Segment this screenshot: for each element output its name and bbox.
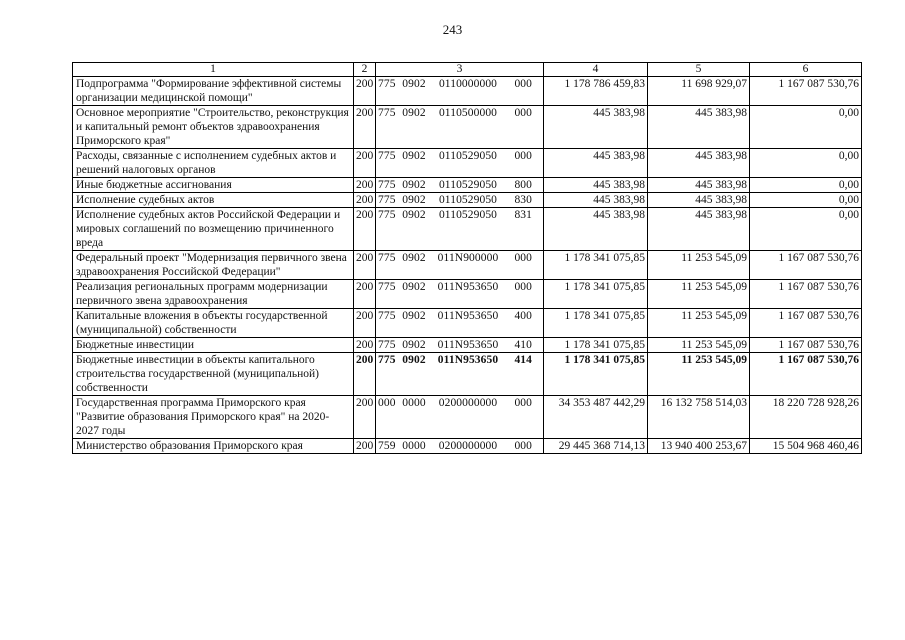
row-grbs-code: 200 (354, 280, 376, 309)
code-expense-type: 000 (514, 281, 532, 293)
row-amount-col5: 11 253 545,09 (648, 353, 750, 396)
row-amount-col4: 445 383,98 (544, 106, 648, 149)
code-ministry: 775 (378, 78, 396, 90)
row-grbs-code: 200 (354, 77, 376, 106)
code-ministry: 775 (378, 194, 396, 206)
row-grbs-code: 200 (354, 338, 376, 353)
row-grbs-code: 200 (354, 439, 376, 454)
code-section: 0000 (402, 397, 426, 409)
code-section: 0902 (402, 281, 426, 293)
row-amount-col4: 1 178 341 075,85 (544, 280, 648, 309)
row-amount-col4: 1 178 341 075,85 (544, 309, 648, 338)
table-row (73, 208, 862, 251)
code-target: 011N900000 (437, 252, 499, 264)
code-expense-type: 414 (514, 354, 532, 366)
table-body (73, 77, 862, 454)
code-target: 0110529050 (438, 179, 498, 191)
code-expense-type: 000 (514, 397, 532, 409)
code-ministry: 775 (378, 209, 396, 221)
table-row (73, 396, 862, 439)
row-grbs-code: 200 (354, 251, 376, 280)
row-classification-code (376, 309, 544, 338)
code-section: 0902 (402, 150, 426, 162)
code-target: 0110529050 (438, 150, 498, 162)
table-row (73, 77, 862, 106)
row-grbs-code: 200 (354, 106, 376, 149)
row-amount-col4: 1 178 786 459,83 (544, 77, 648, 106)
code-target: 0200000000 (438, 397, 498, 409)
row-name: Государственная программа Приморского края "Развитие образования Приморского края" на 2020-2027 годы (73, 396, 354, 439)
row-grbs-code: 200 (354, 193, 376, 208)
row-amount-col4: 29 445 368 714,13 (544, 439, 648, 454)
row-classification-code (376, 149, 544, 178)
code-expense-type: 830 (514, 194, 532, 206)
row-amount-col6: 18 220 728 928,26 (750, 396, 862, 439)
row-classification-code (376, 77, 544, 106)
code-ministry: 775 (378, 107, 396, 119)
code-expense-type: 000 (514, 440, 532, 452)
row-amount-col5: 445 383,98 (648, 178, 750, 193)
row-amount-col6: 1 167 087 530,76 (750, 251, 862, 280)
code-expense-type: 000 (514, 78, 532, 90)
code-expense-type: 800 (514, 179, 532, 191)
code-ministry: 775 (378, 281, 396, 293)
row-name: Подпрограмма "Формирование эффективной системы организации медицинской помощи" (73, 77, 354, 106)
row-amount-col5: 11 253 545,09 (648, 309, 750, 338)
row-amount-col4: 445 383,98 (544, 208, 648, 251)
code-expense-type: 831 (514, 209, 532, 221)
row-grbs-code: 200 (354, 149, 376, 178)
budget-table (72, 62, 862, 454)
header-cell-6: 6 (750, 63, 862, 77)
row-amount-col5: 445 383,98 (648, 208, 750, 251)
header-cell-5: 5 (648, 63, 750, 77)
code-section: 0902 (402, 339, 426, 351)
table-row (73, 193, 862, 208)
table-row (73, 309, 862, 338)
code-target: 0110529050 (438, 194, 498, 206)
header-cell-4: 4 (544, 63, 648, 77)
row-name: Реализация региональных программ модернизации первичного звена здравоохранения (73, 280, 354, 309)
header-row (73, 63, 862, 77)
row-amount-col5: 11 253 545,09 (648, 338, 750, 353)
code-target: 011N953650 (437, 281, 499, 293)
code-ministry: 775 (378, 354, 396, 366)
row-classification-code (376, 353, 544, 396)
row-amount-col5: 13 940 400 253,67 (648, 439, 750, 454)
row-amount-col5: 11 253 545,09 (648, 251, 750, 280)
row-amount-col4: 1 178 341 075,85 (544, 353, 648, 396)
code-expense-type: 410 (514, 339, 532, 351)
row-classification-code (376, 208, 544, 251)
row-amount-col5: 445 383,98 (648, 149, 750, 178)
table-row (73, 439, 862, 454)
row-amount-col6: 15 504 968 460,46 (750, 439, 862, 454)
table-row (73, 178, 862, 193)
row-grbs-code: 200 (354, 178, 376, 193)
code-target: 0110500000 (438, 107, 498, 119)
row-name: Бюджетные инвестиции (73, 338, 354, 353)
row-amount-col5: 445 383,98 (648, 193, 750, 208)
row-name: Бюджетные инвестиции в объекты капитального строительства государственной (муниципальной) собственности (73, 353, 354, 396)
code-target: 011N953650 (437, 339, 499, 351)
row-amount-col4: 445 383,98 (544, 149, 648, 178)
code-ministry: 775 (378, 339, 396, 351)
row-name: Исполнение судебных актов Российской Федерации и мировых соглашений по возмещению причиненного вреда (73, 208, 354, 251)
code-ministry: 759 (378, 440, 396, 452)
header-cell-3: 3 (376, 63, 544, 77)
code-target: 0110000000 (438, 78, 498, 90)
row-classification-code (376, 178, 544, 193)
row-amount-col6: 1 167 087 530,76 (750, 353, 862, 396)
code-ministry: 775 (378, 150, 396, 162)
row-amount-col6: 0,00 (750, 178, 862, 193)
row-amount-col4: 445 383,98 (544, 178, 648, 193)
row-amount-col6: 1 167 087 530,76 (750, 309, 862, 338)
row-classification-code (376, 338, 544, 353)
row-amount-col4: 34 353 487 442,29 (544, 396, 648, 439)
code-section: 0902 (402, 252, 426, 264)
header-cell-2: 2 (354, 63, 376, 77)
code-section: 0902 (402, 310, 426, 322)
row-classification-code (376, 251, 544, 280)
row-amount-col5: 16 132 758 514,03 (648, 396, 750, 439)
row-classification-code (376, 396, 544, 439)
table-row (73, 353, 862, 396)
row-grbs-code: 200 (354, 353, 376, 396)
code-target: 011N953650 (437, 354, 499, 366)
row-name: Министерство образования Приморского края (73, 439, 354, 454)
row-amount-col6: 0,00 (750, 106, 862, 149)
row-amount-col6: 1 167 087 530,76 (750, 338, 862, 353)
row-name: Иные бюджетные ассигнования (73, 178, 354, 193)
code-section: 0902 (402, 78, 426, 90)
row-name: Расходы, связанные с исполнением судебных актов и решений налоговых органов (73, 149, 354, 178)
code-section: 0902 (402, 354, 426, 366)
row-amount-col5: 11 698 929,07 (648, 77, 750, 106)
row-classification-code (376, 280, 544, 309)
code-target: 0110529050 (438, 209, 498, 221)
page-number: 243 (442, 22, 463, 37)
row-amount-col6: 0,00 (750, 208, 862, 251)
row-name: Исполнение судебных актов (73, 193, 354, 208)
code-expense-type: 000 (514, 107, 532, 119)
table-row (73, 149, 862, 178)
code-section: 0902 (402, 209, 426, 221)
code-ministry: 775 (378, 252, 396, 264)
code-ministry: 000 (378, 397, 396, 409)
row-amount-col6: 1 167 087 530,76 (750, 280, 862, 309)
row-amount-col6: 0,00 (750, 149, 862, 178)
code-expense-type: 000 (514, 252, 532, 264)
row-amount-col4: 445 383,98 (544, 193, 648, 208)
code-section: 0902 (402, 194, 426, 206)
row-amount-col4: 1 178 341 075,85 (544, 251, 648, 280)
table-row (73, 338, 862, 353)
row-grbs-code: 200 (354, 309, 376, 338)
row-amount-col4: 1 178 341 075,85 (544, 338, 648, 353)
table-row (73, 280, 862, 309)
code-expense-type: 000 (514, 150, 532, 162)
row-name: Основное мероприятие "Строительство, реконструкция и капитальный ремонт объектов здравоохранения Приморского края" (73, 106, 354, 149)
row-grbs-code: 200 (354, 396, 376, 439)
row-name: Федеральный проект "Модернизация первичного звена здравоохранения Российской Федерации" (73, 251, 354, 280)
row-amount-col5: 445 383,98 (648, 106, 750, 149)
code-target: 011N953650 (437, 310, 499, 322)
code-target: 0200000000 (438, 440, 498, 452)
code-section: 0000 (402, 440, 426, 452)
row-name: Капитальные вложения в объекты государственной (муниципальной) собственности (73, 309, 354, 338)
row-amount-col6: 0,00 (750, 193, 862, 208)
code-expense-type: 400 (514, 310, 532, 322)
row-classification-code (376, 106, 544, 149)
code-section: 0902 (402, 179, 426, 191)
row-amount-col6: 1 167 087 530,76 (750, 77, 862, 106)
code-section: 0902 (402, 107, 426, 119)
code-ministry: 775 (378, 310, 396, 322)
code-ministry: 775 (378, 179, 396, 191)
table-row (73, 106, 862, 149)
table-row (73, 251, 862, 280)
row-classification-code (376, 193, 544, 208)
row-grbs-code: 200 (354, 208, 376, 251)
row-amount-col5: 11 253 545,09 (648, 280, 750, 309)
row-classification-code (376, 439, 544, 454)
header-cell-1: 1 (73, 63, 354, 77)
